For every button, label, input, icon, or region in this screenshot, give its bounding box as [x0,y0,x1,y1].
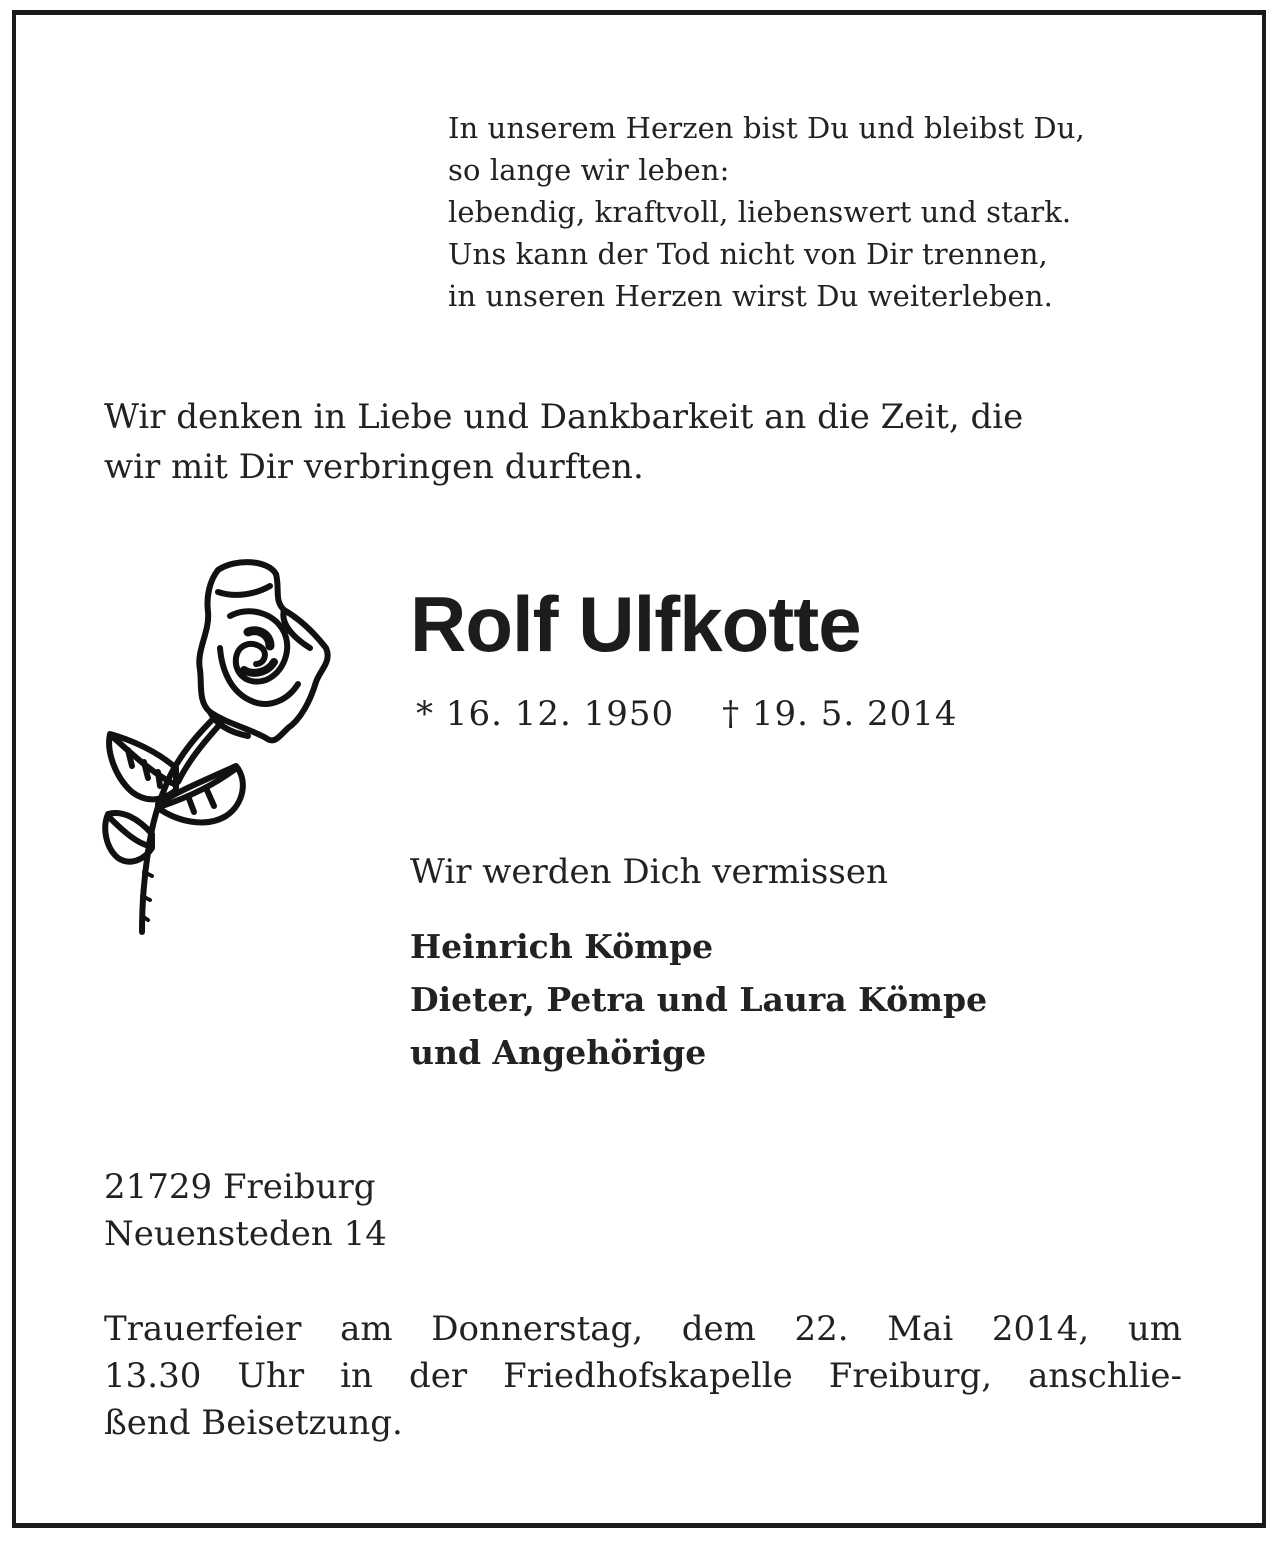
poem-line: in unseren Herzen wirst Du weiterleben. [448,279,1053,313]
poem-line: lebendig, kraftvoll, liebenswert und stark. [448,195,1072,229]
address-line: Neuensteden 14 [104,1214,387,1254]
intro-line: wir mit Dir verbringen durften. [104,447,644,487]
memorial-poem [448,107,1228,317]
rose-icon [98,552,338,942]
service-line: Trauerfeier am Donnerstag, dem 22. Mai 2014, um [104,1309,1182,1349]
closing-line: Wir werden Dich vermissen [410,852,888,892]
address [104,1164,387,1258]
family-line: Heinrich Kömpe [410,927,714,966]
family-names [410,920,987,1079]
family-line: Dieter, Petra und Laura Kömpe [410,980,988,1019]
intro-line: Wir denken in Liebe und Dankbarkeit an die Zeit, die [104,397,1024,437]
death-date: † 19. 5. 2014 [722,694,958,734]
intro-text [104,392,1180,492]
life-dates [416,690,958,738]
poem-line: so lange wir leben: [448,153,730,187]
service-line: ßend Beisetzung. [104,1403,403,1443]
poem-line: In unserem Herzen bist Du und bleibst Du, [448,111,1085,145]
service-info [104,1306,1182,1447]
deceased-name: Rolf Ulfkotte [410,580,861,668]
service-line: 13.30 Uhr in der Friedhofskapelle Freiburg, anschlie- [104,1356,1182,1396]
birth-date: * 16. 12. 1950 [416,694,675,734]
address-line: 21729 Freiburg [104,1167,376,1207]
family-line: und Angehörige [410,1033,707,1072]
poem-line: Uns kann der Tod nicht von Dir trennen, [448,237,1048,271]
